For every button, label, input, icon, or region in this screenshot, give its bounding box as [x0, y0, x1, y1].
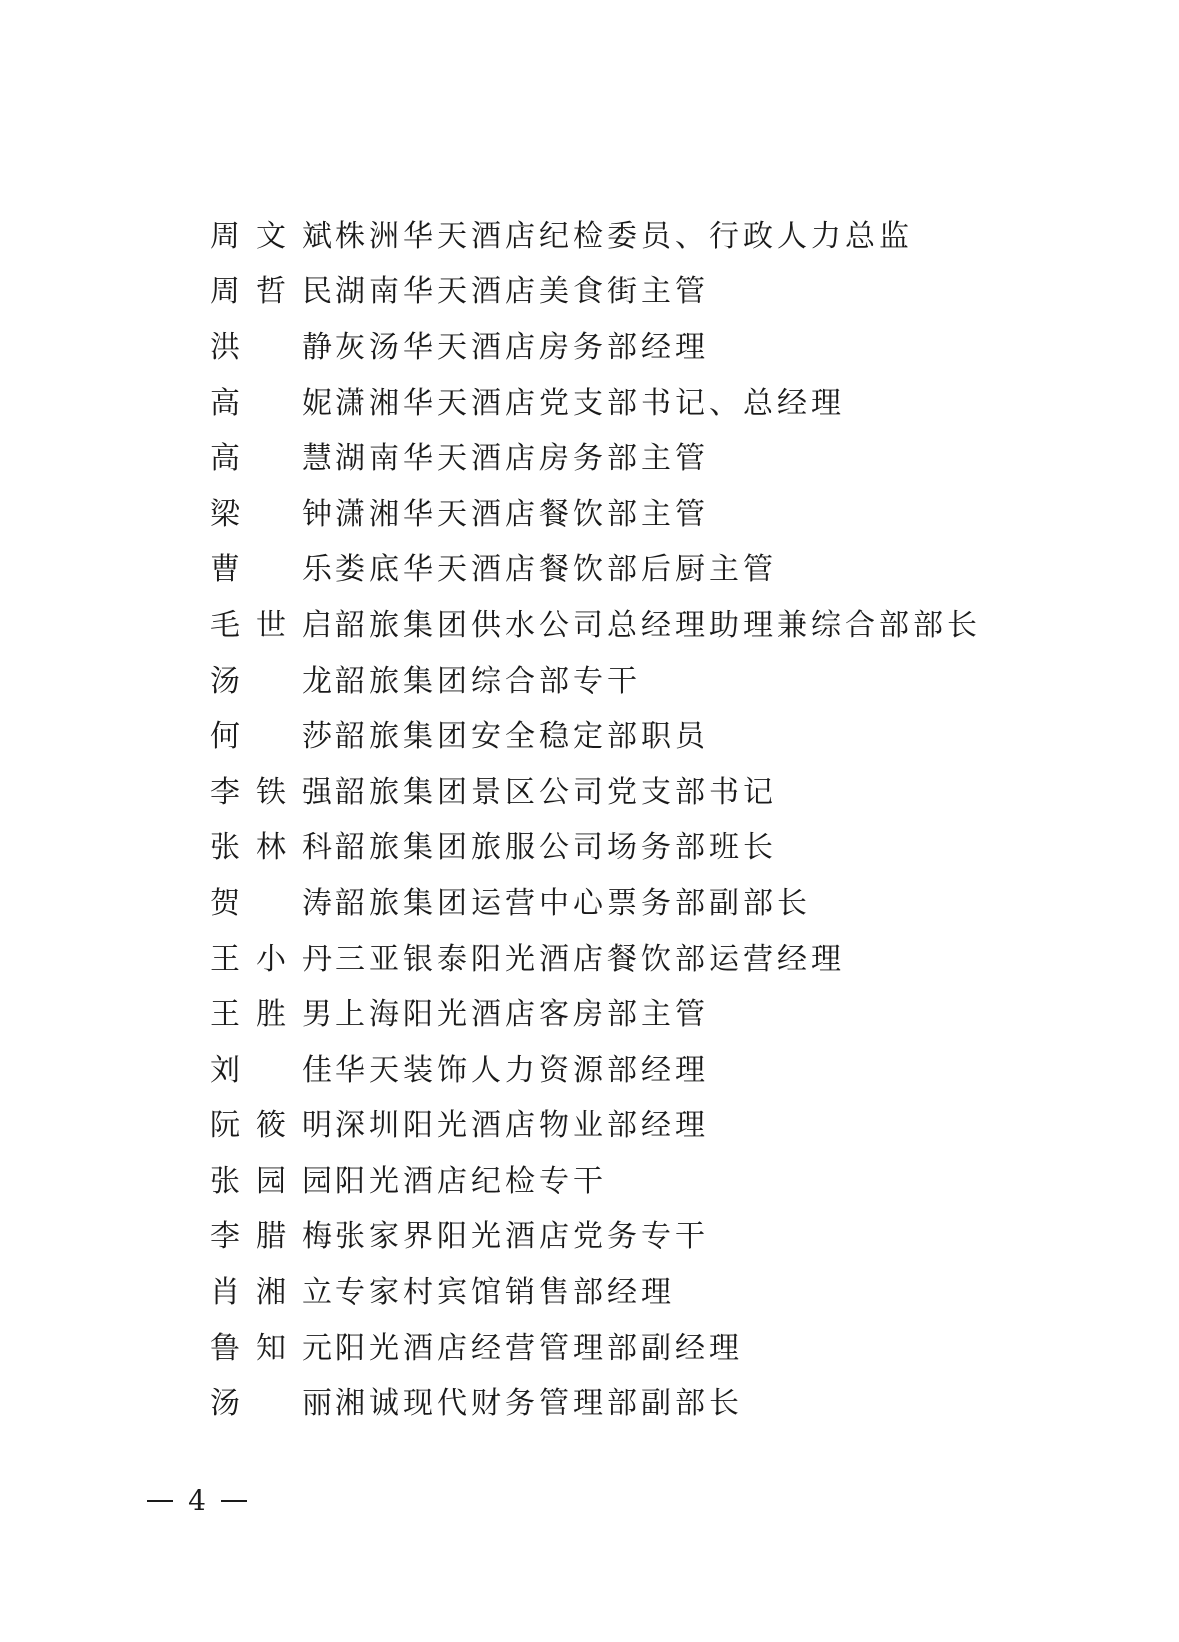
person-name: 张 林 科: [210, 830, 335, 866]
person-title: 韶旅集团供水公司总经理助理兼综合部部长: [335, 607, 981, 643]
person-name: 汤 丽: [210, 1386, 335, 1422]
person-title: 潇湘华天酒店餐饮部主管: [335, 496, 709, 532]
person-title: 湖南华天酒店美食街主管: [335, 274, 709, 310]
person-title: 娄底华天酒店餐饮部后厨主管: [335, 552, 777, 588]
list-item: [210, 594, 1110, 650]
personnel-list: [210, 205, 1110, 1428]
person-name: 李 腊 梅: [210, 1219, 335, 1255]
person-name: 肖 湘 立: [210, 1275, 335, 1311]
dash-right: [221, 1500, 247, 1502]
list-item: [210, 761, 1110, 817]
page-number-text: 4: [188, 1484, 206, 1517]
list-item: [210, 1261, 1110, 1317]
person-title: 三亚银泰阳光酒店餐饮部运营经理: [335, 941, 845, 977]
list-item: [210, 1150, 1110, 1206]
person-title: 韶旅集团景区公司党支部书记: [335, 774, 777, 810]
person-title: 湖南华天酒店房务部主管: [335, 441, 709, 477]
person-name: 李 铁 强: [210, 774, 335, 810]
list-item: [210, 372, 1110, 428]
list-item: [210, 427, 1110, 483]
person-title: 湘诚现代财务管理部副部长: [335, 1386, 743, 1422]
person-title: 华天装饰人力资源部经理: [335, 1052, 709, 1088]
person-name: 何 莎: [210, 719, 335, 755]
list-item: [210, 483, 1110, 539]
person-title: 阳光酒店纪检专干: [335, 1163, 607, 1199]
person-name: 曹 乐: [210, 552, 335, 588]
person-name: 阮 筱 明: [210, 1108, 335, 1144]
list-item: [210, 205, 1110, 261]
person-name: 高 妮: [210, 385, 335, 421]
list-item: [210, 539, 1110, 595]
person-title: 韶旅集团综合部专干: [335, 663, 641, 699]
person-name: 汤 龙: [210, 663, 335, 699]
list-item: [210, 1095, 1110, 1151]
person-name: 刘 佳: [210, 1052, 335, 1088]
person-title: 韶旅集团运营中心票务部副部长: [335, 885, 811, 921]
list-item: [210, 872, 1110, 928]
person-title: 潇湘华天酒店党支部书记、总经理: [335, 385, 845, 421]
person-title: 专家村宾馆销售部经理: [335, 1275, 675, 1311]
person-name: 鲁 知 元: [210, 1330, 335, 1366]
page-number: [147, 1484, 247, 1517]
person-name: 洪 静: [210, 329, 335, 365]
person-name: 毛 世 启: [210, 607, 335, 643]
person-name: 王 胜 男: [210, 997, 335, 1033]
list-item: [210, 705, 1110, 761]
list-item: [210, 983, 1110, 1039]
person-title: 韶旅集团旅服公司场务部班长: [335, 830, 777, 866]
person-title: 阳光酒店经营管理部副经理: [335, 1330, 743, 1366]
list-item: [210, 261, 1110, 317]
list-item: [210, 1206, 1110, 1262]
person-name: 周 哲 民: [210, 274, 335, 310]
dash-left: [147, 1500, 173, 1502]
person-name: 王 小 丹: [210, 941, 335, 977]
person-name: 贺 涛: [210, 885, 335, 921]
person-name: 高 慧: [210, 441, 335, 477]
person-title: 深圳阳光酒店物业部经理: [335, 1108, 709, 1144]
person-name: 梁 钟: [210, 496, 335, 532]
person-title: 韶旅集团安全稳定部职员: [335, 719, 709, 755]
person-title: 张家界阳光酒店党务专干: [335, 1219, 709, 1255]
list-item: [210, 1039, 1110, 1095]
list-item: [210, 817, 1110, 873]
list-item: [210, 1372, 1110, 1428]
list-item: [210, 1317, 1110, 1373]
person-title: 上海阳光酒店客房部主管: [335, 997, 709, 1033]
person-title: 灰汤华天酒店房务部经理: [335, 329, 709, 365]
list-item: [210, 316, 1110, 372]
person-title: 株洲华天酒店纪检委员、行政人力总监: [335, 218, 913, 254]
list-item: [210, 928, 1110, 984]
list-item: [210, 650, 1110, 706]
person-name: 张 园 园: [210, 1163, 335, 1199]
person-name: 周 文 斌: [210, 218, 335, 254]
